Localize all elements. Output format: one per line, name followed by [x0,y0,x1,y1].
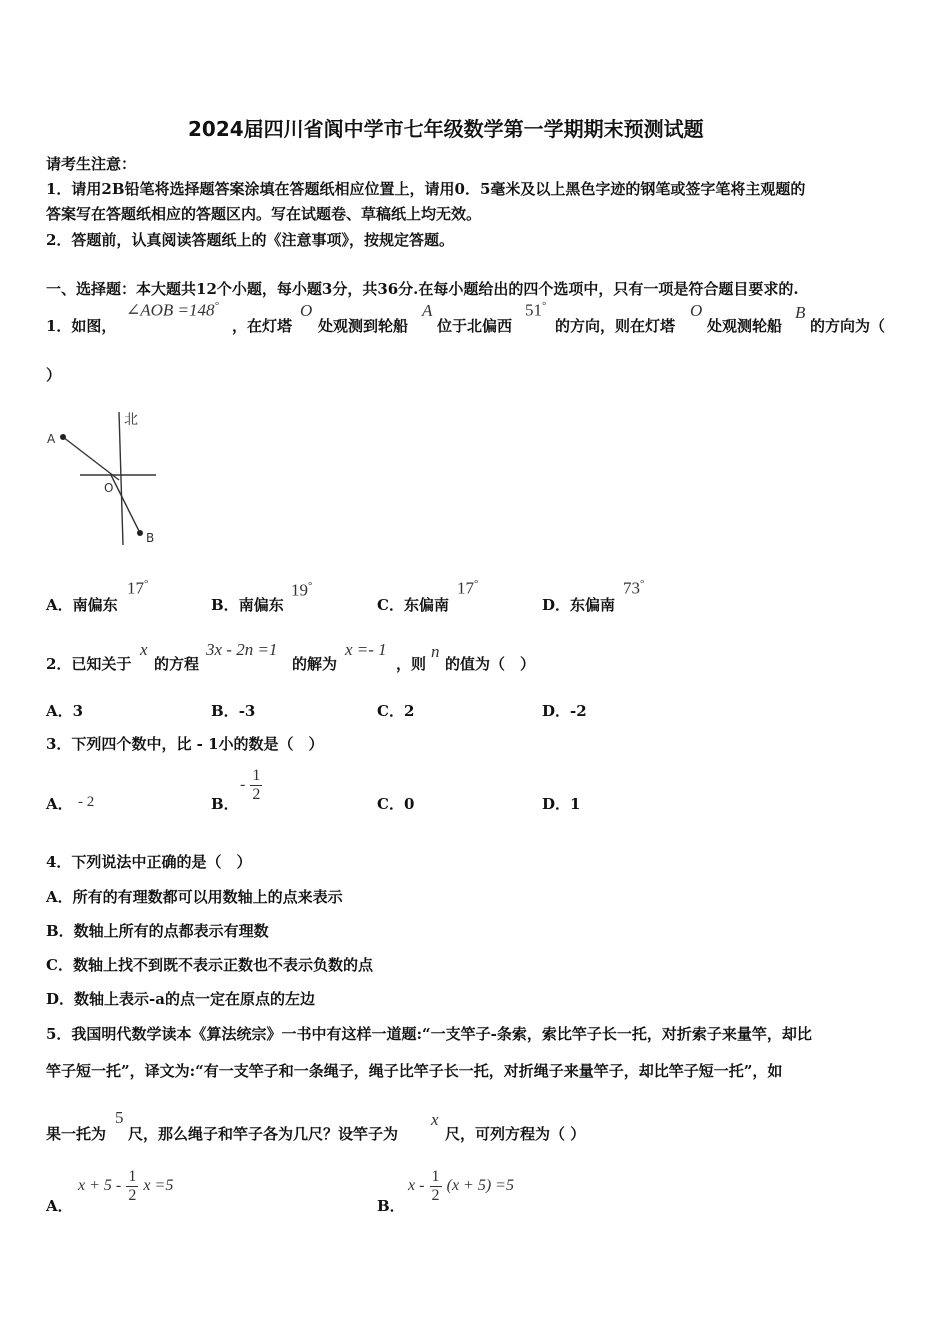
q1-text-5: 的方向，则在灯塔 [555,317,676,335]
q1-o-2: O [690,301,703,320]
q2-option-b[interactable]: B．-3 [211,702,256,720]
page-title: 2024届四川省阆中学市七年级数学第一学期期末预测试题 [188,117,704,141]
q4-stem: 4．下列说法中正确的是（ ） [46,853,252,871]
q5-option-a[interactable]: A． [46,1197,73,1215]
q5-option-b-equation: x - $\frac{1}{2}$ (x + 5) =5 [408,1168,514,1204]
q1-a: A [422,301,433,320]
q5-five: 5 [115,1108,124,1127]
point-a [60,434,66,440]
q1-option-b[interactable]: B．南偏东 [211,596,284,614]
label-o: O [104,481,114,495]
q5-x: x [431,1110,439,1129]
q4-option-b[interactable]: B．数轴上所有的点都表示有理数 [46,922,269,940]
q1-text-7: 的方向为（ [810,317,886,335]
q1-close-paren: ） [46,366,62,384]
q2-text-4: ，则 [396,655,427,673]
q1-option-a-value: 17° [127,578,149,598]
q2-text-1: 2．已知关于 [46,655,132,673]
q2-solution: x =- 1 [345,640,387,659]
q2-option-c[interactable]: C．2 [377,702,415,720]
q1-text-2: ，在灯塔 [232,317,293,335]
q3-option-b-fraction: - $\frac{1}{2}$ [240,767,261,803]
notice-line-2: 2．答题前，认真阅读答题纸上的《注意事项》，按规定答题。 [46,231,454,249]
q3-option-b[interactable]: B． [211,795,239,813]
q2-option-d[interactable]: D．-2 [542,702,587,720]
q5-line-1: 5．我国明代数学读本《算法统宗》一书中有这样一道题:“一支竿子-条索，索比竿子长一托，对折索子来量竿，却比 [46,1025,812,1043]
q2-text-3: 的解为 [292,655,338,673]
label-b: B [146,531,155,545]
q2-n: n [431,642,440,661]
q4-option-c[interactable]: C．数轴上找不到既不表示正数也不表示负数的点 [46,956,373,974]
q1-angle: ∠AOB =148° [126,300,219,320]
q1-option-c-value: 17° [457,578,479,598]
q1-option-a[interactable]: A．南偏东 [46,596,118,614]
section-heading: 一、选择题：本大题共12个小题，每小题3分，共36分.在每小题给出的四个选项中，只有一项是符合题目要求的. [46,280,799,298]
q1-o-1: O [300,301,313,320]
notice-heading: 请考生注意： [46,155,137,173]
notice-line-1: 1．请用2B铅笔将选择题答案涂填在答题纸相应位置上，请用0．5毫米及以上黑色字迹的钢笔或签字笔将主观题的 [46,180,806,198]
q3-stem: 3．下列四个数中，比 - 1小的数是（ ） [46,735,324,753]
q1-51: 51° [525,300,547,320]
q1-option-d-value: 73° [623,578,645,598]
q1-text-3: 处观测到轮船 [318,317,409,335]
q5-option-a-equation: x + 5 - $\frac{1}{2}$ x =5 [78,1168,174,1204]
q4-option-d[interactable]: D．数轴上表示-a的点一定在原点的左边 [46,990,315,1008]
ray-ob [111,475,140,533]
q1-text-4: 位于北偏西 [437,317,513,335]
q1-figure [40,405,170,550]
q2-text-2: 的方程 [154,655,200,673]
q3-option-a[interactable]: A． [46,795,73,813]
q2-equation: 3x - 2n =1 [206,640,278,659]
notice-line-1b: 答案写在答题纸相应的答题区内。写在试题卷、草稿纸上均无效。 [46,205,482,223]
q1-option-d[interactable]: D．东偏南 [542,596,616,614]
q1-text-1: 1．如图， [46,317,117,335]
q5-text-a: 果一托为 [46,1125,107,1143]
point-b [137,530,143,536]
q1-option-b-value: 19° [291,580,313,600]
q4-option-a[interactable]: A．所有的有理数都可以用数轴上的点来表示 [46,888,343,906]
label-north: 北 [124,412,138,428]
label-a: A [47,432,56,446]
q5-text-b: 尺，那么绳子和竿子各为几尺？设竿子为 [128,1125,399,1143]
q1-b: B [795,303,806,322]
q3-option-c[interactable]: C．0 [377,795,415,813]
q3-option-d[interactable]: D．1 [542,795,581,813]
q5-text-c: 尺，可列方程为（ ） [445,1125,586,1143]
q5-line-2: 竿子短一托”，译文为:“有一支竿子和一条绳子，绳子比竿子长一托，对折绳子来量竿子，却比竿子短一托”，如 [46,1062,783,1080]
q2-x: x [140,640,148,659]
q1-text-6: 处观测轮船 [707,317,783,335]
q2-option-a[interactable]: A．3 [46,702,84,720]
q2-text-5: 的值为（ ） [445,655,536,673]
q3-option-a-value: - 2 [78,794,95,810]
q1-option-c[interactable]: C．东偏南 [377,596,449,614]
ray-oa [63,437,119,480]
q5-option-b[interactable]: B． [377,1197,405,1215]
north-south-line [119,412,123,545]
